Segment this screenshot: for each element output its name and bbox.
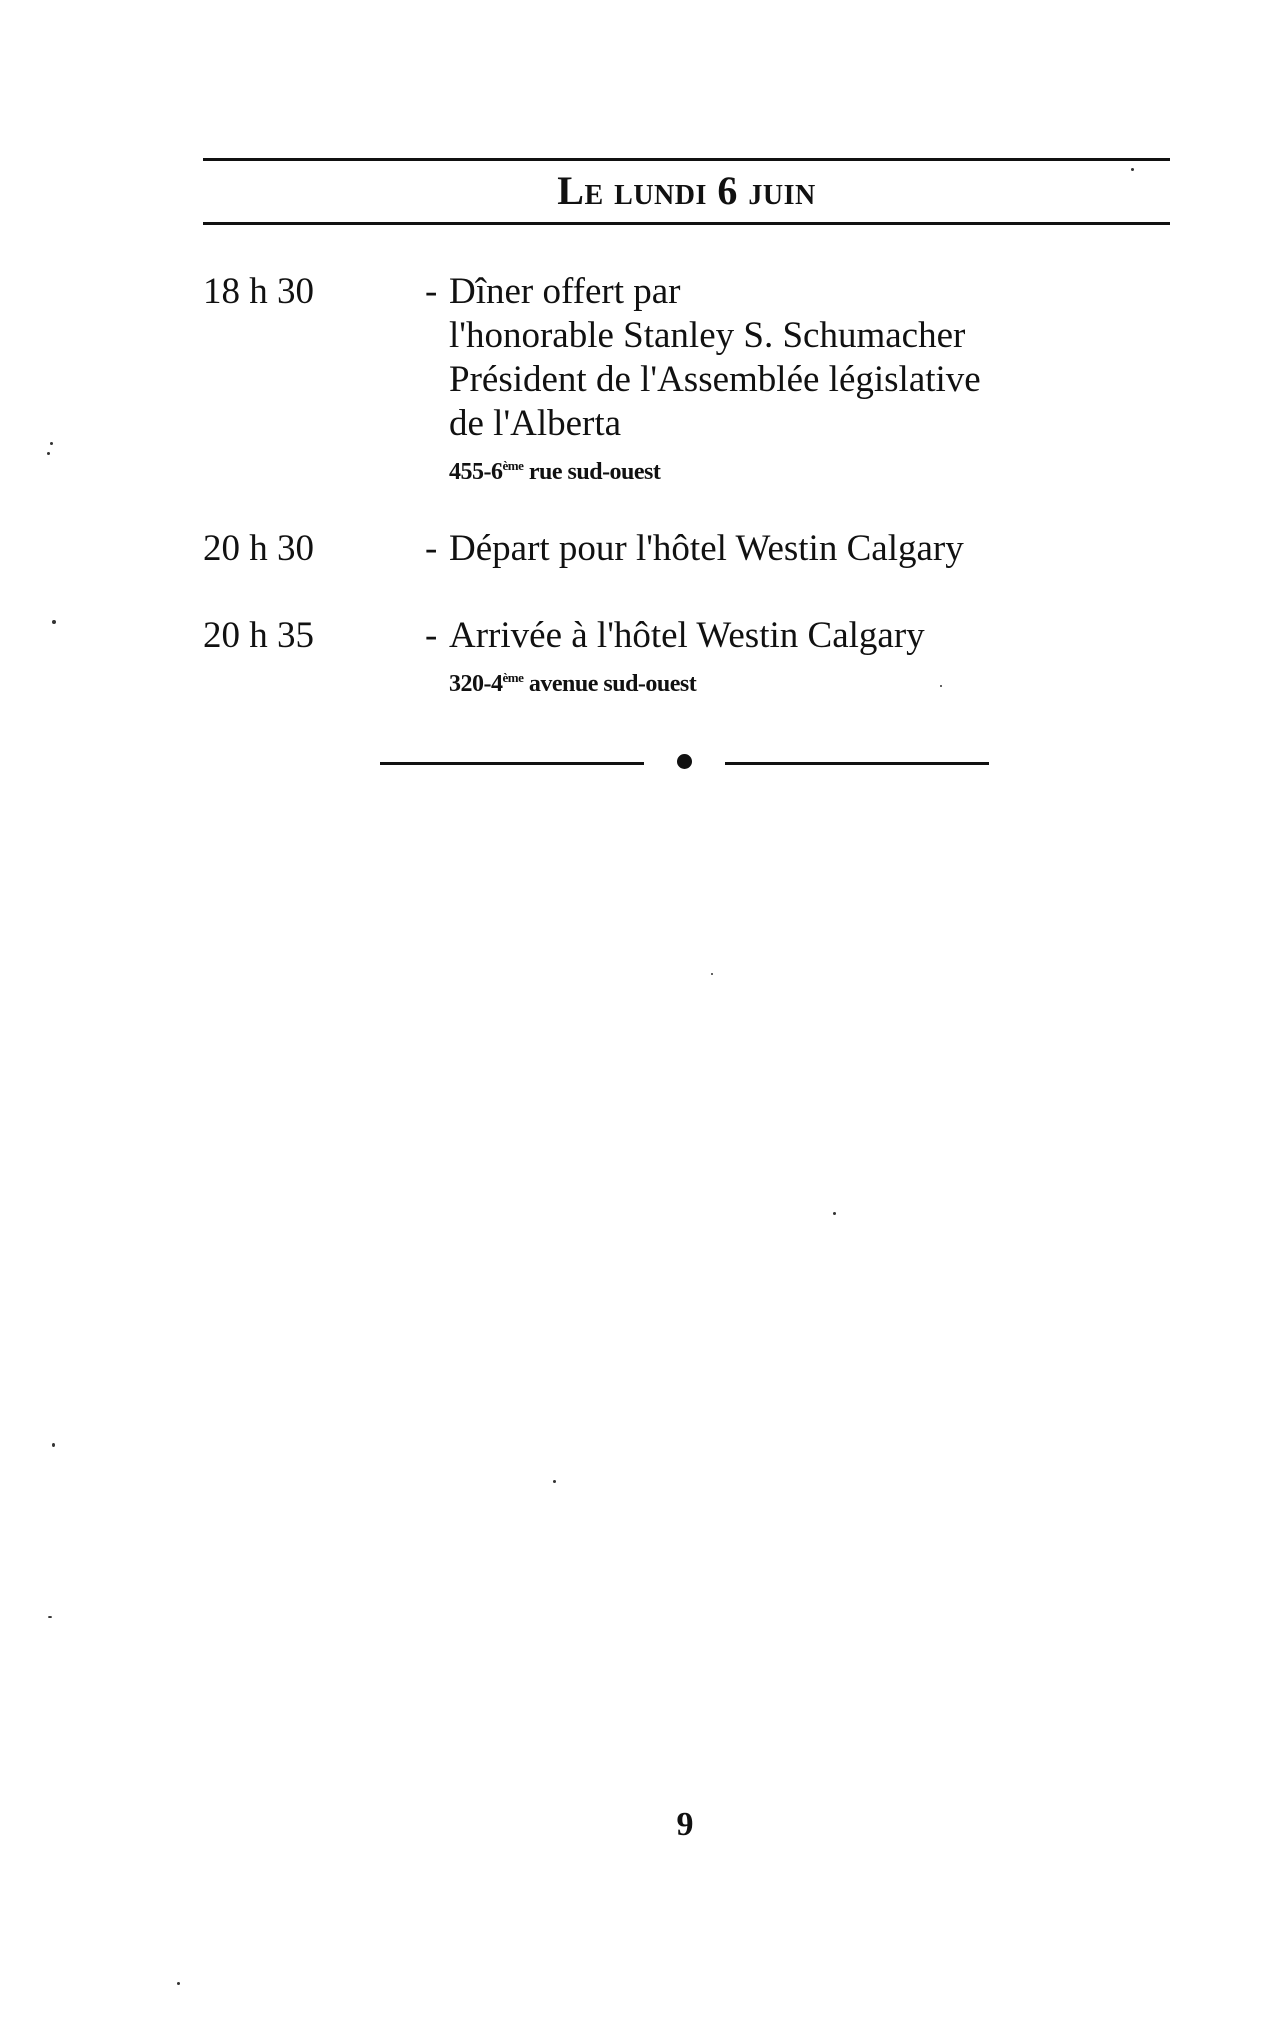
entry-dash: - bbox=[425, 528, 438, 569]
entry-address bbox=[449, 664, 696, 698]
entry-text-line: Dîner offert par bbox=[449, 271, 681, 312]
scan-speck bbox=[940, 685, 942, 687]
scan-speck bbox=[52, 1443, 55, 1447]
entry-dash: - bbox=[425, 615, 438, 656]
ornament-right-rule bbox=[725, 762, 989, 765]
scan-speck bbox=[47, 452, 50, 455]
address-number: 455-6 bbox=[449, 459, 503, 485]
page-number: 9 bbox=[676, 1806, 694, 1843]
address-street: rue sud-ouest bbox=[528, 459, 661, 485]
scan-speck bbox=[177, 1982, 180, 1985]
ornament-dot bbox=[677, 754, 692, 769]
scan-speck bbox=[833, 1212, 836, 1215]
address-number: 320-4 bbox=[449, 671, 503, 697]
scan-speck bbox=[50, 442, 53, 445]
address-ordinal: ème bbox=[502, 670, 524, 685]
entry-text-line: l'honorable Stanley S. Schumacher bbox=[449, 315, 966, 356]
header-bottom-rule bbox=[203, 222, 1170, 225]
entry-address bbox=[449, 452, 660, 486]
entry-text-line: Départ pour l'hôtel Westin Calgary bbox=[449, 528, 964, 569]
scan-speck bbox=[1131, 168, 1134, 171]
entry-time: 18 h 30 bbox=[203, 271, 314, 312]
header-top-rule bbox=[203, 158, 1170, 161]
scan-speck bbox=[553, 1480, 556, 1483]
entry-text-line: de l'Alberta bbox=[449, 403, 622, 444]
entry-time: 20 h 35 bbox=[203, 615, 314, 656]
address-street: avenue sud-ouest bbox=[528, 671, 697, 697]
entry-dash: - bbox=[425, 271, 438, 312]
page-title: Le lundi 6 juin bbox=[557, 168, 816, 213]
scan-speck bbox=[48, 1616, 52, 1618]
ornament-left-rule bbox=[380, 762, 644, 765]
entry-time: 20 h 30 bbox=[203, 528, 314, 569]
scan-speck bbox=[711, 973, 713, 975]
scan-speck bbox=[52, 620, 56, 624]
address-ordinal: ème bbox=[502, 458, 524, 473]
entry-text-line: Arrivée à l'hôtel Westin Calgary bbox=[449, 615, 925, 656]
entry-text-line: Président de l'Assemblée législative bbox=[449, 359, 981, 400]
